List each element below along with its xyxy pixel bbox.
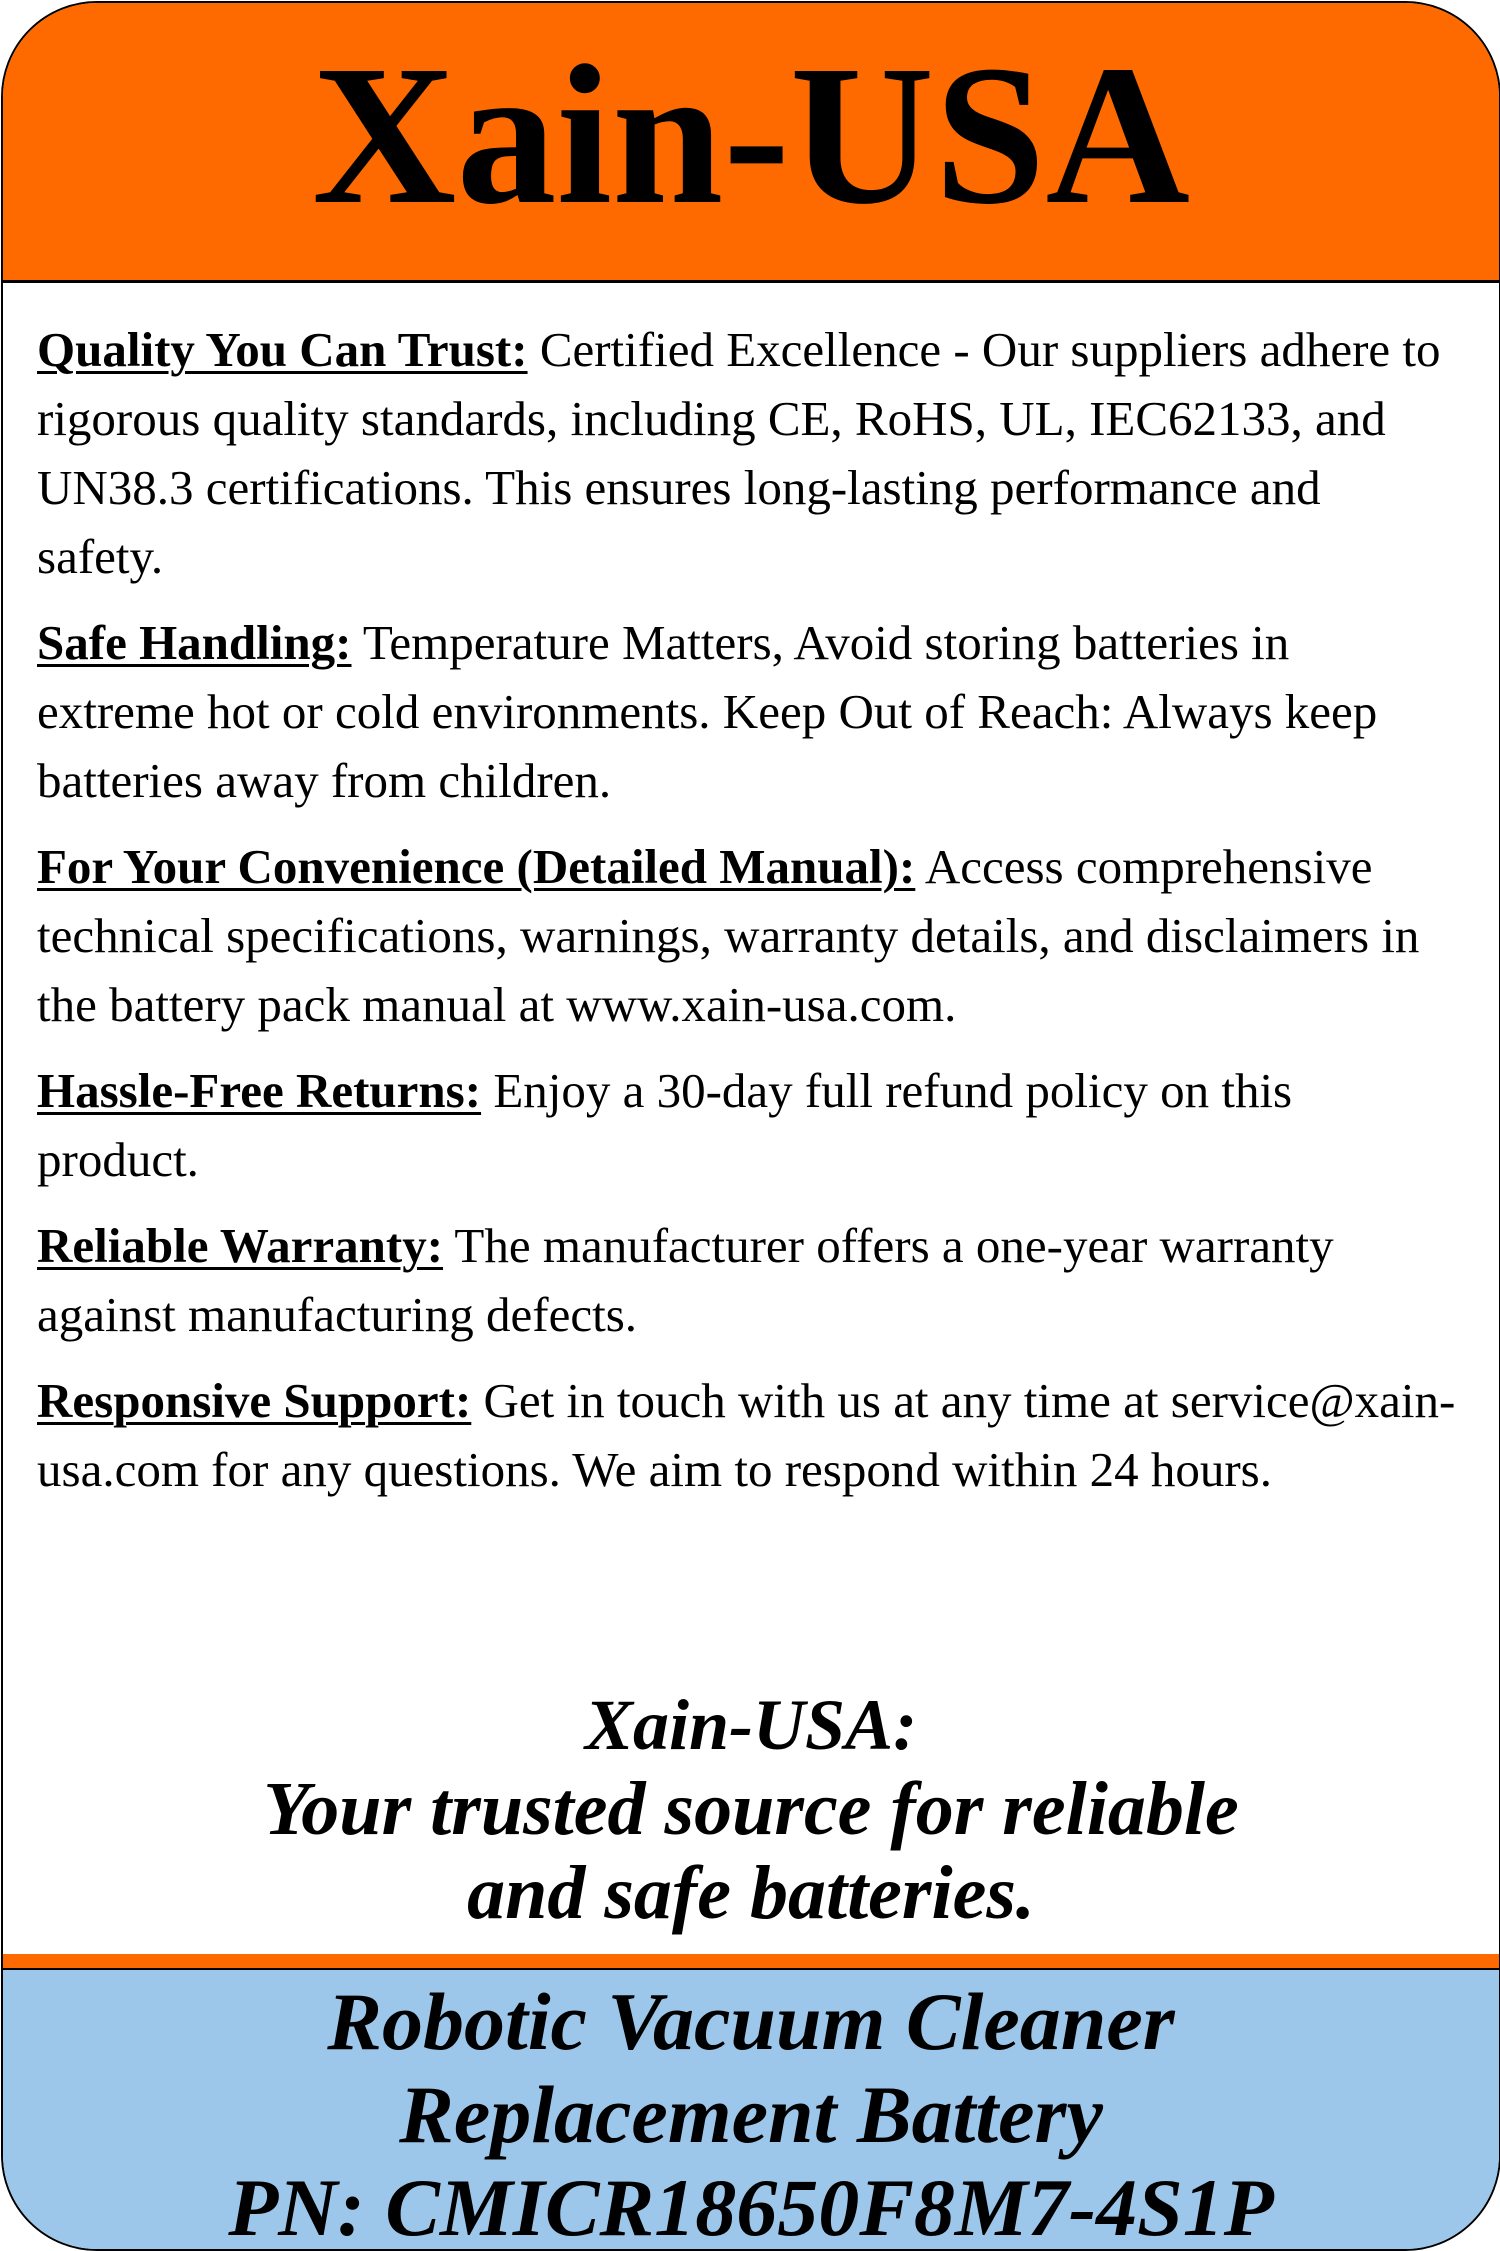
section-heading: Hassle-Free Returns: bbox=[37, 1063, 482, 1118]
section-quality bbox=[37, 315, 1457, 591]
product-label-card bbox=[1, 1, 1500, 2251]
section-support bbox=[37, 1366, 1457, 1504]
section-warranty bbox=[37, 1211, 1457, 1349]
section-body: Enjoy a 30-day full refund policy on this product. bbox=[37, 1063, 1293, 1187]
brand-header bbox=[3, 3, 1499, 283]
section-heading: Reliable Warranty: bbox=[37, 1218, 444, 1273]
section-heading: Responsive Support: bbox=[37, 1373, 472, 1428]
section-body: Access comprehensive technical specifications, warnings, warranty details, and disclaimers in the battery pack manual at www.xain-usa.com. bbox=[37, 839, 1420, 1032]
section-body: The manufacturer offers a one-year warranty against manufacturing defects. bbox=[37, 1218, 1334, 1342]
section-body: Temperature Matters, Avoid storing batteries in extreme hot or cold environments. Keep Out of Reach: Always keep batteries away from children. bbox=[37, 615, 1378, 808]
section-heading: For Your Convenience (Detailed Manual): bbox=[37, 839, 916, 894]
part-number: PN: CMICR18650F8M7-4S1P bbox=[228, 2162, 1274, 2251]
section-heading: Quality You Can Trust: bbox=[37, 322, 528, 377]
tagline-line: Your trusted source for reliable bbox=[263, 1767, 1239, 1851]
section-returns bbox=[37, 1056, 1457, 1194]
product-name: Robotic Vacuum Cleaner bbox=[327, 1976, 1175, 2067]
section-body: Certified Excellence - Our suppliers adhere to rigorous quality standards, including CE, RoHS, UL, IEC62133, and UN38.3 certifications. This ensures long-lasting performance and safety. bbox=[37, 322, 1441, 584]
section-safe-handling bbox=[37, 608, 1457, 815]
brand-title: Xain-USA bbox=[312, 25, 1190, 246]
tagline-brand: Xain-USA: bbox=[584, 1685, 918, 1765]
section-body: Get in touch with us at any time at service@xain-usa.com for any questions. We aim to respond within 24 hours. bbox=[37, 1373, 1456, 1497]
tagline-line: and safe batteries. bbox=[467, 1851, 1035, 1935]
section-convenience bbox=[37, 832, 1457, 1039]
section-heading: Safe Handling: bbox=[37, 615, 352, 670]
product-type: Replacement Battery bbox=[399, 2069, 1103, 2160]
product-description bbox=[3, 1975, 1499, 2251]
info-sections bbox=[37, 315, 1457, 1521]
tagline bbox=[3, 1683, 1499, 1935]
product-footer bbox=[3, 1968, 1499, 2249]
orange-divider bbox=[3, 1954, 1499, 1968]
